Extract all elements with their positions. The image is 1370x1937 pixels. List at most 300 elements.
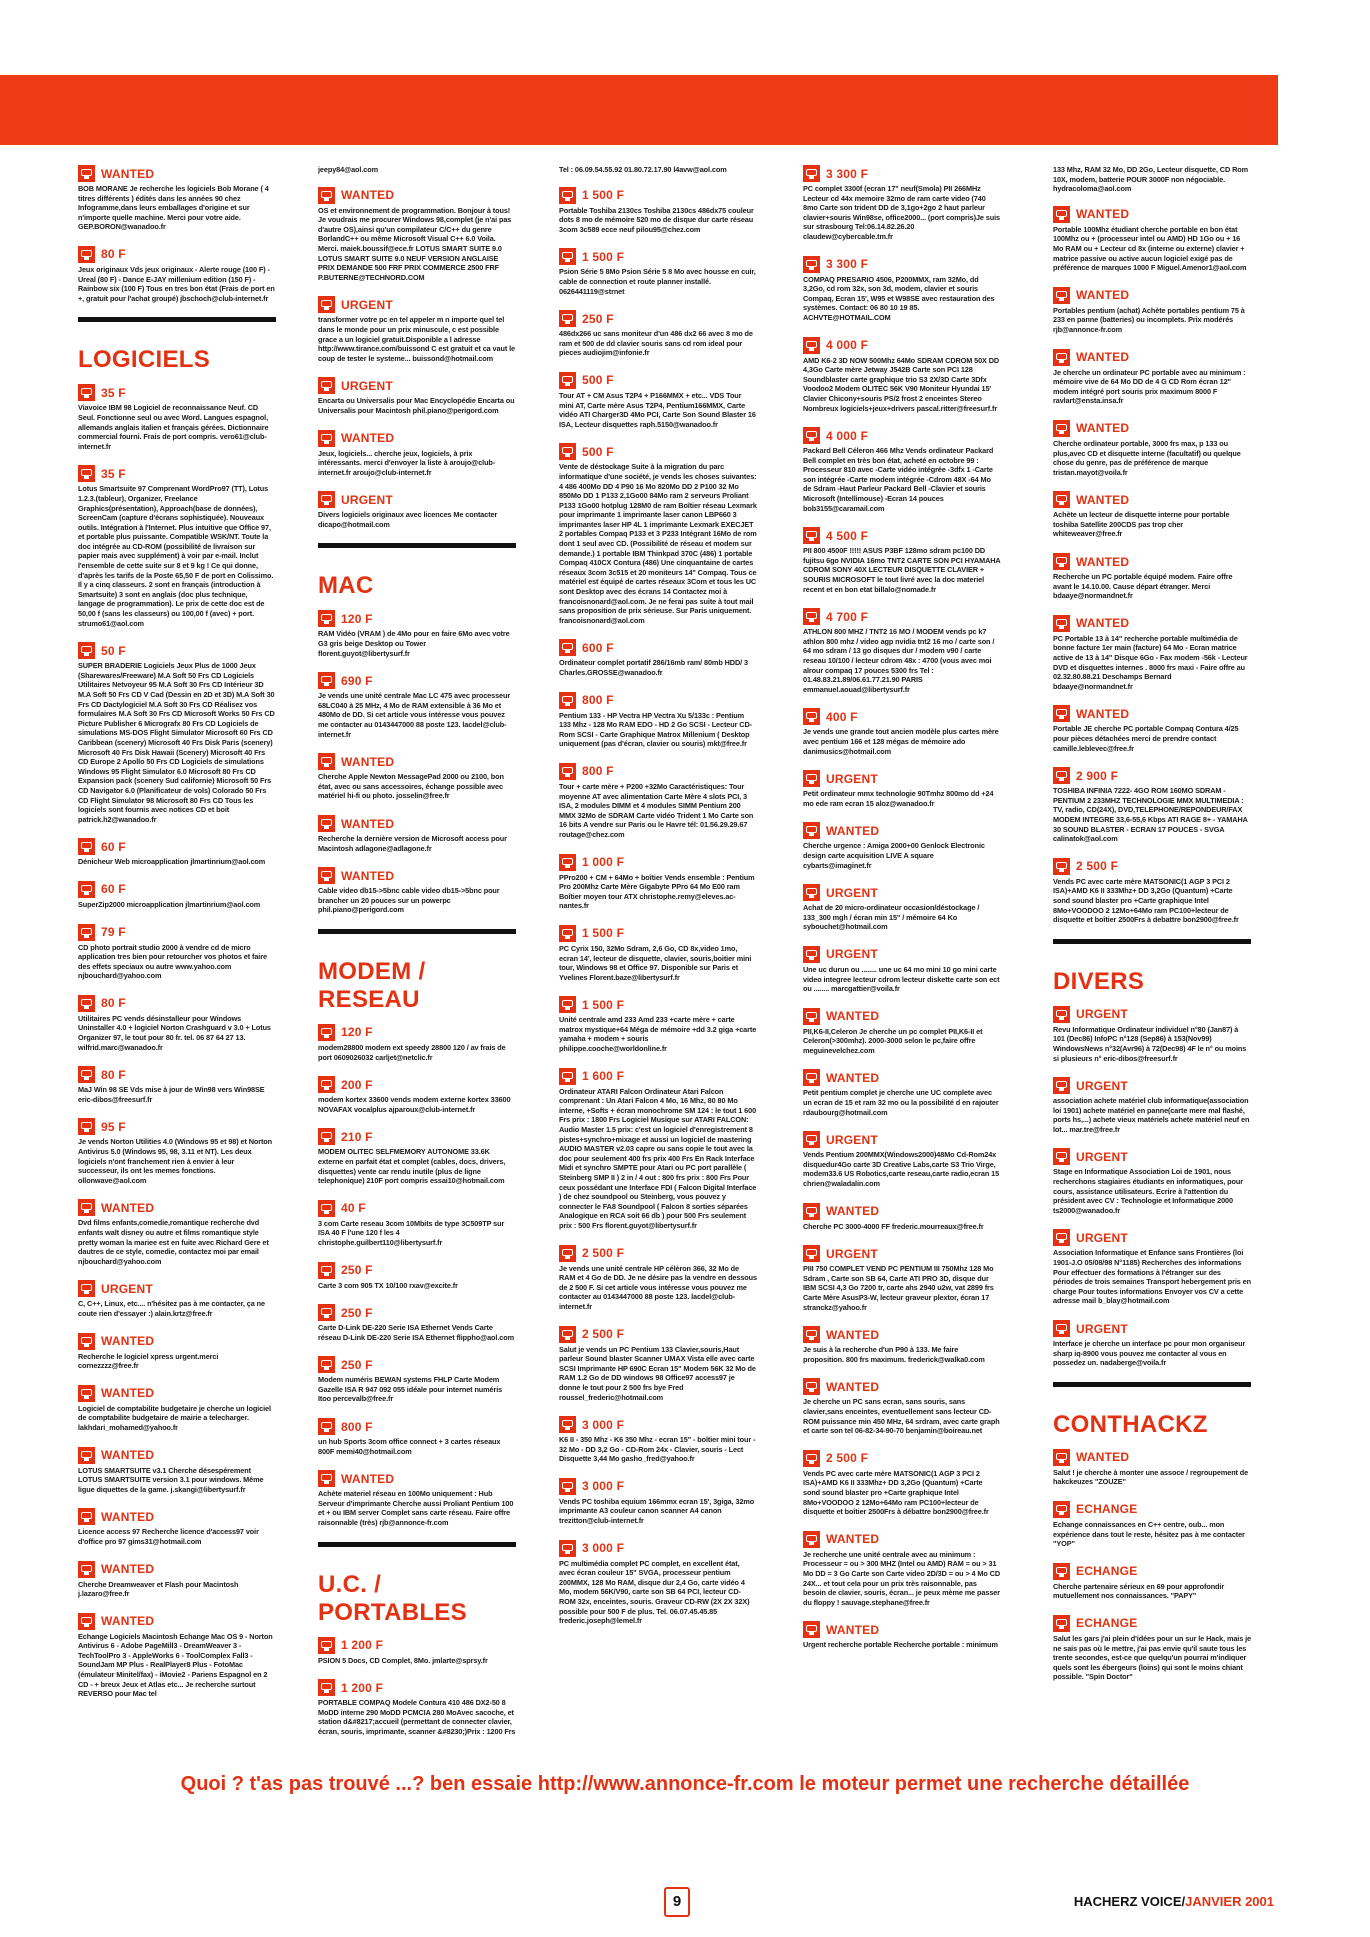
classified-ad xyxy=(318,610,516,658)
ad-header xyxy=(318,1470,516,1487)
ad-text: LOTUS SMARTSUITE v3.1 Cherche désespérement LOTUS SMARTSUITE version 3.1 pour windows. Même ligue diquettes de la game. j.skangi@libertysurf.fr xyxy=(78,1465,264,1494)
ad-title: WANTED xyxy=(1076,421,1130,436)
ad-header xyxy=(803,1531,1001,1548)
computer-icon xyxy=(318,377,335,394)
computer-icon xyxy=(559,925,576,942)
computer-icon xyxy=(1053,615,1070,632)
classified-ad xyxy=(559,187,757,235)
classified-ad xyxy=(318,672,516,739)
ad-header xyxy=(1053,1320,1251,1337)
ad-title: 1 000 F xyxy=(582,855,625,870)
ad-title: 500 F xyxy=(582,444,614,459)
ad-title: WANTED xyxy=(1076,207,1130,222)
ad-header xyxy=(559,1478,757,1495)
ad-header xyxy=(78,1385,276,1402)
classified-ad xyxy=(78,924,276,981)
classified-ad xyxy=(78,465,276,628)
top-color-bar xyxy=(0,75,1278,145)
magazine-footer xyxy=(1074,1894,1274,1909)
classified-ad xyxy=(559,443,757,625)
ad-title: 800 F xyxy=(582,764,614,779)
computer-icon xyxy=(78,838,95,855)
column-4 xyxy=(803,165,1001,1664)
ad-text: Association Informatique et Enfance sans Frontières (loi 1901-J.O 05/08/98 N°1185) Recherches des informations Pour effectuer des formations à l'étranger sur des périodes de trois semaines Transport hebergement pris en charge Pour toutes informations Envoyer vos CV a cette adresse mail b_blay@hotmail.com xyxy=(1053,1248,1251,1306)
ad-title: URGENT xyxy=(826,1246,878,1261)
ad-text: Recherche un PC portable équipé modem. Faire offre avant le 14.10.00. Cause départ étranger. Merci bdaaye@normandnet.fr xyxy=(1053,572,1233,601)
ad-text: Portable 100Mhz étudiant cherche portable en bon état 100Mhz ou + (processeur intel ou AMD) HD 1Go ou + 16 Mo RAM ou + Lecteur cd 8x (interne ou externe) clavier + matrice passive ou active aucun logiciel exigé pas de préférence de marques 1000 F Miguel.Amenor1@aol.com xyxy=(1053,224,1247,273)
ad-title: 2 500 F xyxy=(582,1327,625,1342)
computer-icon xyxy=(78,642,95,659)
ad-text: PC multimédia complet PC complet, en excellent état, avec écran couleur 15" SVGA, processeur pentium 200MMX, 128 Mo RAM, disque dur 2,4 Go, carte vidéo 4 Mo, modem 56K/V90, carte son SB 64 PCI, lecteur CD-ROM 32x, enceintes, souris. Graveur CD-RW (2X 2X 32X) possible pour 500 F de plus. Tel. 06.07.45.45.85 frederic.joseph@lemel.fr xyxy=(559,1558,750,1626)
section-heading: U.C. / PORTABLES xyxy=(318,1570,467,1626)
classified-ad xyxy=(1053,287,1251,335)
computer-icon xyxy=(318,610,335,627)
classified-ad xyxy=(78,1561,276,1599)
ad-title: ECHANGE xyxy=(1076,1564,1138,1579)
ad-title: 3 300 F xyxy=(826,257,869,272)
ad-title: 60 F xyxy=(101,839,126,854)
computer-icon xyxy=(803,1245,820,1262)
classified-ad xyxy=(318,1637,516,1666)
ad-text: PPro200 + CM + 64Mo + boîtier Vends ensemble : Pentium Pro 200Mhz Carte Mère Gigabyte PPro 64 Mo E00 ram Boîtier moyen tour ATX christophe.remy@eleves.ac-nantes.fr xyxy=(559,872,755,911)
ad-header xyxy=(1053,491,1251,508)
ad-header xyxy=(1053,705,1251,722)
ad-text: Je vends une unité centrale HP célèron 366, 32 Mo de RAM et 4 Go de DD. Je ne désire pas la vendre en dessous de 2 500 F. Si cet article vous intéresse vous pouvez me contacter au 0143447000 88 poste 123. lacdel@club-internet.fr xyxy=(559,1263,757,1311)
computer-icon xyxy=(318,187,335,204)
ad-text: Achète un lecteur de disquette interne pour portable toshiba Satellite 200CDS pas trop cher whiteweaver@free.fr xyxy=(1053,510,1230,539)
ad-title: 35 F xyxy=(101,385,126,400)
ad-header xyxy=(78,384,276,401)
ad-header xyxy=(803,770,1001,787)
ad-title: WANTED xyxy=(1076,554,1130,569)
ad-text: Achat de 20 micro-ordinateur occasion/déstockage / 133_300 mgh / écran min 15" / mémoire 64 Ko sybouchet@hotmail.com xyxy=(803,903,980,932)
computer-icon xyxy=(318,1470,335,1487)
computer-icon xyxy=(318,1024,335,1041)
classified-ad xyxy=(318,187,516,283)
ad-title: ECHANGE xyxy=(1076,1616,1138,1631)
ad-title: URGENT xyxy=(341,297,393,312)
section-divider xyxy=(318,543,516,548)
classified-ad xyxy=(559,1245,757,1312)
ad-header xyxy=(1053,349,1251,366)
classified-ad xyxy=(318,815,516,853)
computer-icon xyxy=(559,854,576,871)
computer-icon xyxy=(559,1478,576,1495)
computer-icon xyxy=(803,770,820,787)
computer-icon xyxy=(318,491,335,508)
ad-header xyxy=(803,1450,1001,1467)
computer-icon xyxy=(803,1531,820,1548)
magazine-issue: JANVIER 2001 xyxy=(1185,1894,1274,1909)
ad-title: WANTED xyxy=(341,754,395,769)
ad-text: Portables pentium (achat) Achète portables pentium 75 à 233 en panne (batteries) ou incomplets. Prix modérés rjb@annonce-fr.com xyxy=(1053,305,1245,334)
ad-text: PSION 5 Docs, CD Complet, 8Mo. jmlarte@sprsy.fr xyxy=(318,1655,488,1665)
ad-title: 95 F xyxy=(101,1119,126,1134)
ad-title: 50 F xyxy=(101,643,126,658)
ad-header xyxy=(1053,1229,1251,1246)
classified-ad xyxy=(803,165,1001,242)
ad-header xyxy=(318,1024,516,1041)
column-3 xyxy=(559,165,757,1640)
ad-header xyxy=(559,1245,757,1262)
classified-ad xyxy=(559,692,757,749)
computer-icon xyxy=(559,692,576,709)
classified-ad xyxy=(803,1378,1001,1435)
ad-title: URGENT xyxy=(101,1281,153,1296)
classified-ad xyxy=(78,1199,276,1266)
ad-title: 120 F xyxy=(341,611,373,626)
ad-title: WANTED xyxy=(341,188,395,203)
ad-header xyxy=(78,165,276,182)
ad-text: Petit ordinateur mmx technologie 90Tmhz 800mo dd +24 mo ede ram ecran 15 aloz@wanadoo.fr xyxy=(803,789,994,808)
ad-title: 1 500 F xyxy=(582,926,625,941)
ad-header xyxy=(803,337,1001,354)
computer-icon xyxy=(1053,287,1070,304)
ad-title: WANTED xyxy=(826,1204,880,1219)
computer-icon xyxy=(78,1613,95,1630)
ad-header xyxy=(803,884,1001,901)
classified-ad xyxy=(318,1304,516,1342)
ad-text: Je recherche une unité centrale avec au minimum : Processeur = ou > 300 MHZ (Intel ou AMD) RAM = ou > 31 Mo DD = 3 Go Carte son Carte video 2D/3D = ou > 4 Mo CD 24X... et tout cela pour un prix très raisonnable, pas besoin de clavier, souris, écran... je peux mème me passer du floppy ! sauvage.stephane@free.fr xyxy=(803,1549,1001,1607)
computer-icon xyxy=(1053,553,1070,570)
ad-text: Echange connaissances en C++ centre, oub... mon expérience dans tout le reste, hésitez pas à me contacter "YOP" xyxy=(1053,1519,1245,1549)
ad-header xyxy=(318,1356,516,1373)
classified-ad xyxy=(78,165,276,232)
ad-header xyxy=(559,1540,757,1557)
classified-ad xyxy=(318,1262,516,1291)
ad-text: Jeux originaux Vds jeux originaux - Alerte rouge (100 F) - Ureal (80 F) - Dance E-JAY millenium edition (150 F) - Rainbow six (100 F) Tous en tres bon état (Frais de port en +, gratuit pour l'achat groupé) jbschoch@club-internet.fr xyxy=(78,264,275,303)
ad-text: AMD K6-2 3D NOW 500Mhz 64Mo SDRAM CDROM 50X DD 4,3Go Carte mère Jetway J542B Carte son PCI 128 Soundblaster carte graphique trio S3 2X/3D Carte 3Dfx Voodoo2 Modem OLITEC 56K V90 Moniteur Hyundai 15' Clavier Chicony+souris PS/2 frost 2 enceintes Stereo Nombreux logiciels+jeux+drivers pascal.ritter@freesurf.fr xyxy=(803,355,1000,413)
ad-text: 486dx266 uc sans moniteur d'un 486 dx2 66 avec 8 mo de ram et 500 de dd clavier souris sans cd rom ideal pour pieces audiojim@infonie.fr xyxy=(559,329,753,358)
classified-ad xyxy=(559,1478,757,1526)
computer-icon xyxy=(559,1416,576,1433)
classified-ad xyxy=(78,1447,276,1495)
ad-header xyxy=(318,867,516,884)
computer-icon xyxy=(559,763,576,780)
ad-text: 3 com Carte reseau 3com 10Mbits de type 3C509TP sur ISA 40 F l'une 120 f les 4 christophe.guilbert110@libertysurf.fr xyxy=(318,1218,505,1247)
classified-ad xyxy=(803,1069,1001,1117)
ad-title: WANTED xyxy=(1076,492,1130,507)
computer-icon xyxy=(1053,1148,1070,1165)
classified-ad xyxy=(318,1200,516,1248)
computer-icon xyxy=(78,165,95,182)
section-divider xyxy=(318,1542,516,1547)
ad-text: Dénicheur Web microapplication jlmartinrium@aol.com xyxy=(78,857,266,867)
ad-header xyxy=(559,763,757,780)
ad-header xyxy=(1053,206,1251,223)
ad-text: Recherche la dernière version de Microsoft access pour Macintosh adlagone@adlagone.fr xyxy=(318,834,507,853)
classified-ad xyxy=(559,854,757,911)
classified-ad xyxy=(1053,1006,1251,1063)
ad-title: 800 F xyxy=(582,693,614,708)
ad-text: PC Portable 13 à 14" recherche portable multimédia de bonne facture 1er main (facture) 64 Mo - Ecran matrice active de 13 à 14" Disque 6Go - Fax modem -56k - Lecteur DVD et disquettes internes . 8000 frs maxi - Faire offre au 02.32.80.88.21 Deschamps Bernard bdaaye@normandnet.fr xyxy=(1053,633,1248,691)
computer-icon xyxy=(803,1131,820,1148)
classified-ad xyxy=(803,427,1001,513)
ad-header xyxy=(803,1326,1001,1343)
computer-icon xyxy=(78,995,95,1012)
classified-ad xyxy=(78,1118,276,1185)
classified-ad xyxy=(1053,1077,1251,1134)
ad-title: WANTED xyxy=(101,1509,155,1524)
ad-title: 1 500 F xyxy=(582,188,625,203)
computer-icon xyxy=(559,187,576,204)
computer-icon xyxy=(803,608,820,625)
computer-icon xyxy=(78,1066,95,1083)
ad-text: Utilitaires PC vends désinstalleur pour Windows Uninstaller 4.0 + logiciel Norton Crashguard v 3.0 + Lotus Organizer 97, le tout pour 80 fr. tel. 06 87 64 27 13. wilfrid.marc@wanadoo.fr xyxy=(78,1013,271,1052)
ad-text: un hub Sports 3com office connect + 3 cartes réseaux 800F memi40@hotmail.com xyxy=(318,1437,501,1456)
ad-title: 4 000 F xyxy=(826,428,869,443)
ad-title: 80 F xyxy=(101,247,126,262)
classified-ad xyxy=(803,1531,1001,1608)
classified-ad xyxy=(1053,1501,1251,1549)
ad-text: Licence access 97 Recherche licence d'access97 voir d'office pro 97 gims31@hotmail.com xyxy=(78,1527,259,1546)
ad-title: WANTED xyxy=(1076,1450,1130,1465)
section-divider xyxy=(1053,939,1251,944)
computer-icon xyxy=(78,924,95,941)
ad-title: WANTED xyxy=(826,1327,880,1342)
computer-icon xyxy=(559,1540,576,1557)
ad-title: 3 000 F xyxy=(582,1541,625,1556)
classified-ad xyxy=(559,1540,757,1626)
ad-text: Stage en Informatique Association Loi de 1901, nous recherchons stagiaires étudiants en informatiques, pour cours, assistance utilisateurs. Ecrire à l'attention du président avec CV : Technologie et Informatique 2000 ts2000@wanadoo.fr xyxy=(1053,1167,1243,1215)
magazine-name: HACHERZ VOICE/ xyxy=(1073,1894,1186,1909)
classified-ad xyxy=(78,1066,276,1104)
ad-header xyxy=(559,692,757,709)
ad-title: 2 500 F xyxy=(582,1246,625,1261)
ad-title: 40 F xyxy=(341,1201,366,1216)
ad-text: Cherche partenaire sérieux en 69 pour approfondir mutuellement nos connaissances. "PAPY" xyxy=(1053,1581,1225,1601)
computer-icon xyxy=(1053,1320,1070,1337)
ad-text: Carte 3 com 905 TX 10/100 rxav@excite.fr xyxy=(318,1280,458,1290)
computer-icon xyxy=(318,296,335,313)
classified-ad xyxy=(318,1679,516,1736)
ad-text: Petit pentium complet je cherche une UC complete avec un ecran de 15 et ram 32 mo ou la possibilité d en rajouter rdaubourg@hotmail.com xyxy=(803,1088,999,1117)
ad-title: 2 500 F xyxy=(1076,859,1119,874)
ad-text: Salut les gars j'ai plein d'idées pour un sur le Hack, mais je ne sais pas où le mettre, j'ai pas envie qu'il saute tous les trente secondes, est-ce que quelqu'un pourrai m'indiquer quels sont les ébergeurs (loins) qui sont le moins chiant possible. "Spin Doctor" xyxy=(1053,1633,1252,1682)
computer-icon xyxy=(1053,1006,1070,1023)
ad-header xyxy=(318,753,516,770)
computer-icon xyxy=(318,430,335,447)
ad-header xyxy=(559,996,757,1013)
ad-header xyxy=(559,310,757,327)
computer-icon xyxy=(78,1385,95,1402)
ad-text: Interface je cherche un interface pc pour mon organiseur sharp iq-8900 vous pouvez me contacter al vous en possedez un. nadaberge@voila.fr xyxy=(1053,1339,1246,1368)
classified-ad xyxy=(559,1416,757,1464)
classified-ad xyxy=(559,763,757,840)
classified-ad xyxy=(78,384,276,451)
ad-text: Psion Série 5 8Mo Psion Série 5 8 Mo avec housse en cuir, cable de connection et route planner installé. 0626441119@strnet xyxy=(559,267,756,296)
computer-icon xyxy=(559,1326,576,1343)
ad-title: 1 200 F xyxy=(341,1638,384,1653)
classified-ad xyxy=(559,1068,757,1231)
classified-ad xyxy=(78,838,276,867)
ad-header xyxy=(78,1561,276,1578)
ad-header xyxy=(559,1416,757,1433)
ad-title: URGENT xyxy=(826,771,878,786)
ad-header xyxy=(318,1200,516,1217)
ad-title: 79 F xyxy=(101,925,126,939)
section-divider xyxy=(318,929,516,934)
ad-text: PORTABLE COMPAQ Modele Contura 410 486 DX2-50 8 MoDD interne 290 MoDD PCMCIA 280 MoAvec sacoche, et station d&#8217;accueil (permettant de connecter clavier, écran, souris, imprimante, scanner &#8230;)Prix : 1200 Frs xyxy=(318,1698,516,1736)
ad-title: 4 500 F xyxy=(826,528,869,543)
classified-ad xyxy=(559,639,757,677)
ad-title: 690 F xyxy=(341,673,373,688)
classified-ad xyxy=(1053,420,1251,477)
classified-ad xyxy=(803,337,1001,414)
computer-icon xyxy=(1053,767,1070,784)
classified-ad xyxy=(78,1385,276,1433)
ad-title: WANTED xyxy=(826,1070,880,1085)
ad-header xyxy=(78,1199,276,1216)
classified-ad xyxy=(1053,615,1251,692)
ad-text: PC complet 3300f (ecran 17" neuf(Smola) PII 266MHz Lecteur cd 44x memoire 32mo de ram carte video (740 8mo Carte son trident DD de 3,1go+2go 2 haut parleur clavier+souris Win98se, office2000... (port compris)Je suis sur strasbourg Tel:06.14.82.26.20 claudew@cybercable.tm.fr xyxy=(803,184,1001,241)
computer-icon xyxy=(559,996,576,1013)
ad-text: Portable Toshiba 2130cs Toshiba 2130cs 486dx75 couleur dots 8 mo de mémoire 520 mo de disque dur carte réseau 3com 3c589 ecce neuf pilou95@chez.com xyxy=(559,205,754,234)
ad-text: Vente de déstockage Suite à la migration du parc informatique d'une société, je vends les choses suivantes: 4 486 400Mo DD 4 P90 16 Mo 820Mo DD 2 P100 32 Mo 850Mo DD 1 P133 2,1Go00 84Mo ram 2 serveurs Proliant P133 1Go00 hotplug 128M0 de ram Boîtier réseau Lexmark pour imprimante 1 imprimante laser canon LBP660 3 imprimantes laser HP 4L 1 imprimante Lexmark EXECJET 2 portables Compaq P133 et 3 P233 Intégrant 16Mo de rom dont 1 seul avec CD. (Possibilité de réseau et modem sur demande.) 1 portable IBM Thinkpad 370C (486) 1 portable Compaq 410CX Contura (486) Une cinquantaine de cartes réseaux 3com 3c515 et 20 moniteurs 14" Compaq. Tous ce matériel est équipé de cartes réseaux 3Com et tous les UC sont Desktop avec des écrans 14 Contactez moi à francoisnonard@aol.com. Je ne ferai pas suite à tout mail sans proposition de prix sérieuse. Sur Paris uniquement. francoisnonard@aol.com xyxy=(559,462,757,625)
ad-title: WANTED xyxy=(1076,706,1130,721)
computer-icon xyxy=(1053,1077,1070,1094)
classified-ad xyxy=(318,377,516,415)
ad-header xyxy=(78,1508,276,1525)
ad-title: ECHANGE xyxy=(1076,1502,1138,1517)
ad-header xyxy=(78,1333,276,1350)
classified-ad xyxy=(78,246,276,303)
ad-header xyxy=(1053,420,1251,437)
ad-header xyxy=(803,708,1001,725)
computer-icon xyxy=(1053,1563,1070,1580)
ad-text: Je vends Norton Utilities 4.0 (Windows 95 et 98) et Norton Antivirus 5.0 (Windows 95, 98, 3.11 et NT). Les deux logiciels n'ont franchement rien à envier à leur successeur, ils ont les memes fonctions. ollonwave@aol.com xyxy=(78,1137,273,1185)
computer-icon xyxy=(803,427,820,444)
classified-ad xyxy=(559,996,757,1053)
ad-title: WANTED xyxy=(101,166,155,181)
computer-icon xyxy=(559,443,576,460)
ad-title: URGENT xyxy=(1076,1007,1128,1022)
classified-ad xyxy=(318,867,516,915)
computer-icon xyxy=(803,165,820,182)
ad-text: TOSHIBA INFINIA 7222- 4GO ROM 160MO SDRAM - PENTIUM 2 233MHZ TECHNOLOGIE MMX MULTIMEDIA : TV, radio, CD(24X), DVD,TELEPHONE/REPONDEUR/FAX MODEM INTEGRE 33,6-55,6 Kbps ATI RAGE 8+ - YAMAHA 30 SOUND BLASTER - ECRAN 17 POUCES - SVGA calinatok@aol.com xyxy=(1053,786,1248,844)
computer-icon xyxy=(559,639,576,656)
classified-ad xyxy=(78,1508,276,1546)
ad-header xyxy=(318,296,516,313)
ad-header xyxy=(803,256,1001,273)
ad-text: Une uc durun ou ........ une uc 64 mo mini 10 go mini carte video integree lecteur cdrom lecteur diskette carte son ect ou ........ marcgattier@voila.fr xyxy=(803,964,1000,994)
classified-ad xyxy=(318,1076,516,1114)
ad-text: Logiciel de comptabilite budgetaire je cherche un logiciel de comptabilite budgetaire de mairie a telecharger. lakhdari_mohamed@yahoo.fr xyxy=(78,1403,271,1432)
ad-text: Viavoice IBM 98 Logiciel de reconnaissance Neuf. CD Seul. Fonctionne seul ou avec Word. Langues espagnol, allemands anglais italien et français gérées. Dictionnaire commercial fourni. Frais de port compris. vero61@club-internet.fr xyxy=(78,403,269,451)
classified-ad xyxy=(559,248,757,296)
ad-header xyxy=(78,1613,276,1630)
ad-text: Cherche Dreamweaver et Flash pour Macintosh j.lazaro@free.fr xyxy=(78,1579,239,1599)
ad-header xyxy=(1053,1148,1251,1165)
ad-text: SuperZip2000 microapplication jlmartinrium@aol.com xyxy=(78,899,261,909)
ad-header xyxy=(803,527,1001,544)
column-2 xyxy=(318,165,516,1751)
ad-title: 2 500 F xyxy=(826,1451,869,1466)
ad-text: CD photo portrait studio 2000 à vendre cd de micro application tres bien pour retourcher vos photos et faire des effets speciaux ou autre www.yahoo.com njbouchard@yahoo.com xyxy=(78,942,267,981)
classified-ad xyxy=(1053,491,1251,539)
computer-icon xyxy=(1053,1615,1070,1632)
ad-header xyxy=(78,995,276,1012)
ad-header xyxy=(559,443,757,460)
ad-title: WANTED xyxy=(101,1200,155,1215)
ad-header xyxy=(1053,1501,1251,1518)
computer-icon xyxy=(318,1679,335,1696)
footer-banner: Quoi ? t'as pas trouvé ...? ben essaie http://www.annonce-fr.com le moteur permet une recherche détaillée xyxy=(180,1773,1190,1795)
classified-ad xyxy=(318,430,516,478)
computer-icon xyxy=(318,815,335,832)
ad-header xyxy=(803,608,1001,625)
ad-header xyxy=(78,642,276,659)
classified-ad xyxy=(318,1470,516,1527)
computer-icon xyxy=(78,881,95,898)
ad-title: 1 500 F xyxy=(582,997,625,1012)
classified-ad xyxy=(1053,767,1251,844)
ad-text: Urgent recherche portable Recherche portable : minimum xyxy=(803,1640,998,1650)
computer-icon xyxy=(78,1447,95,1464)
ad-title: 4 700 F xyxy=(826,609,869,624)
ad-title: 400 F xyxy=(826,709,858,724)
computer-icon xyxy=(318,1356,335,1373)
computer-icon xyxy=(78,384,95,401)
ad-text: Divers logiciels originaux avec licences Me contacter dicapo@hotmail.com xyxy=(318,510,498,529)
computer-icon xyxy=(1053,1229,1070,1246)
ad-title: WANTED xyxy=(826,1622,880,1637)
ad-title: URGENT xyxy=(1076,1321,1128,1336)
classified-ad xyxy=(803,1131,1001,1188)
classified-ad xyxy=(803,1621,1001,1650)
classified-ad xyxy=(78,995,276,1052)
classified-ad xyxy=(803,1326,1001,1364)
ad-text: Achète materiel réseau en 100Mo uniquement : Hub Serveur d'imprimante Cherche aussi Proliant Pentium 100 et + ou IBM server Complet sans carte réseau. Faire offre raisonnable (très) rjb@annonce-fr.com xyxy=(318,1489,514,1528)
ad-header xyxy=(559,925,757,942)
classified-ad xyxy=(803,1245,1001,1312)
computer-icon xyxy=(803,337,820,354)
classified-ad xyxy=(318,296,516,363)
ad-text: PII 800 4500F !!!!! ASUS P3BF 128mo sdram pc100 DD fujitsu 6go NVIDIA 16mo TNT2 CARTE SON PCI HYAMAHA CDROM SONY 40X LECTEUR DISQUETTE CLAVIER + SOURIS MICROSOFT le tout livré avec la doc materiel recent et en bon etat billalo@nomade.fr xyxy=(803,546,1001,594)
ad-title: 1 200 F xyxy=(341,1680,384,1695)
ad-title: 2 900 F xyxy=(1076,768,1119,783)
ad-text: Je cherche un ordinateur PC portable avec au minimum : mémoire vive de 64 Mo DD de 4 G CD Rom écran 12" modem intégré port souris prix maximum 8000 F ravlart@ensta.insa.fr xyxy=(1053,367,1246,406)
computer-icon xyxy=(318,753,335,770)
ad-text: association achete matériel club informatique(association loi 1901) achete matériel en panne(carte mere mal flashé, ports hs,...) achete vieux matériels achete matériel neuf en lot... mar.tre@free.fr xyxy=(1053,1096,1250,1134)
computer-icon xyxy=(559,1068,576,1085)
ad-header xyxy=(78,1118,276,1135)
ad-title: 3 300 F xyxy=(826,166,869,181)
ad-title: WANTED xyxy=(826,1009,880,1024)
computer-icon xyxy=(559,310,576,327)
computer-icon xyxy=(559,372,576,389)
classified-ad xyxy=(803,708,1001,756)
continued-text: jeepy84@aol.com xyxy=(318,165,378,174)
classified-ad xyxy=(559,1326,757,1403)
classified-ad xyxy=(1053,1229,1251,1306)
classified-ad xyxy=(318,1418,516,1456)
computer-icon xyxy=(803,708,820,725)
ad-text: MaJ Win 98 SE Vds mise à jour de Win98 vers Win98SE eric-dibos@freesurf.fr xyxy=(78,1085,265,1104)
computer-icon xyxy=(803,527,820,544)
computer-icon xyxy=(803,1621,820,1638)
ad-text: Cable video db15->5bnc cable video db15->5bnc pour brancher un 20 pouces sur un powerpc phil.piano@perigord.com xyxy=(318,886,500,915)
ad-header xyxy=(78,1447,276,1464)
ad-title: 250 F xyxy=(341,1263,373,1277)
ad-text: Salut ! je cherche à monter une assoce / regroupement de hakckeuzes "ZOUZE" xyxy=(1053,1467,1249,1487)
classified-ad xyxy=(803,770,1001,808)
ad-header xyxy=(1053,615,1251,632)
ad-title: URGENT xyxy=(1076,1078,1128,1093)
ad-title: 600 F xyxy=(582,640,614,655)
computer-icon xyxy=(1053,705,1070,722)
ad-title: 250 F xyxy=(582,311,614,326)
